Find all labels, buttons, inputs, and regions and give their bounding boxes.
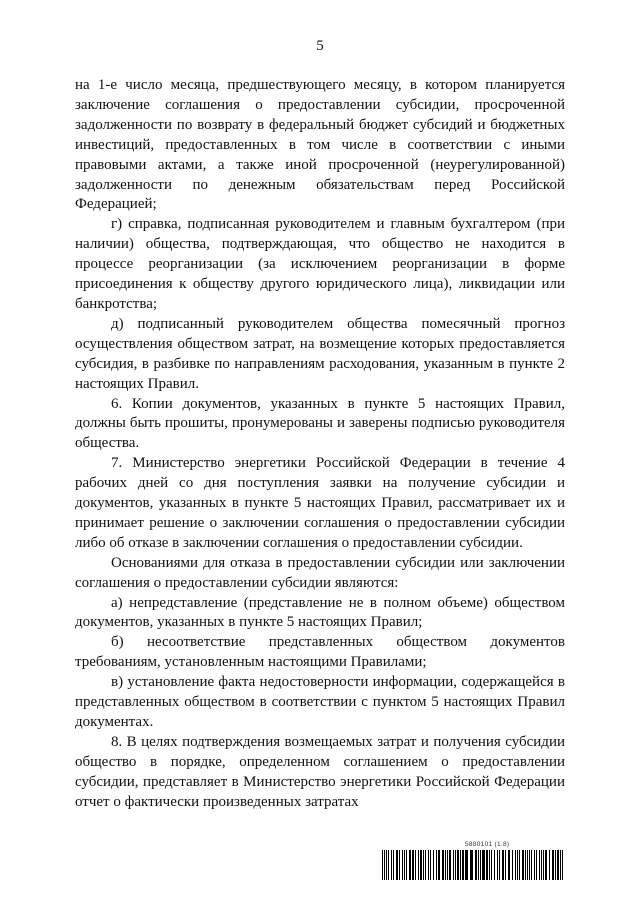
paragraph: а) непредставление (представление не в полном объеме) обществом документов, указанных в пункте 5 настоящих Правил; xyxy=(75,594,565,631)
paragraph: б) несоответствие представленных обществом документов требованиям, установленным настоящими Правилами; xyxy=(75,634,565,671)
paragraph: д) подписанный руководителем общества помесячный прогноз осуществления обществом затрат, на возмещение которых предоставляется субсидия, в разбивке по направлениям расходования, указанным в пункте 2 настоящих Правил. xyxy=(75,315,565,392)
barcode-number: 5880101 (1.8) xyxy=(465,841,510,848)
paragraph: в) установление факта недостоверности информации, содержащейся в представленных обществом в соответствии с пунктом 5 настоящих Правил документах. xyxy=(75,674,565,730)
paragraph: Основаниями для отказа в предоставлении субсидии или заключении соглашения о предоставлении субсидии являются: xyxy=(75,554,565,591)
paragraph: на 1-е число месяца, предшествующего месяцу, в котором планируется заключение соглашения о предоставлении субсидии, просроченной задолженности по возврату в федеральный бюджет субсидий и бюджетных инвестиций, предоставленных в том числе в соответствии с иными правовыми актами, а также иной просроченной (неурегулированной) задолженности по денежным обязательствам перед Российской Федерацией; xyxy=(75,77,565,213)
barcode-icon xyxy=(382,850,565,880)
paragraph: 7. Министерство энергетики Российской Федерации в течение 4 рабочих дней со дня поступления заявки на получение субсидии и документов, указанных в пункте 5 настоящих Правил, рассматривает их и принимает решение о заключении соглашения о предоставлении субсидии либо об отказе в заключении соглашения о предоставлении субсидии. xyxy=(75,455,565,551)
paragraph: 6. Копии документов, указанных в пункте 5 настоящих Правил, должны быть прошиты, пронумерованы и заверены подписью руководителя общества. xyxy=(75,395,565,452)
paragraph: 8. В целях подтверждения возмещаемых затрат и получения субсидии общество в порядке, определенном соглашением о предоставлении субсидии, представляет в Министерство энергетики Российской Федерации отчет о фактически произведенных затратах xyxy=(75,733,565,810)
document-body xyxy=(75,76,565,813)
page-number: 5 xyxy=(316,38,324,54)
paragraph: г) справка, подписанная руководителем и главным бухгалтером (при наличии) общества, подтверждающая, что общество не находится в процессе реорганизации (за исключением реорганизации в форме присоединения к обществу другого юридического лица), ликвидации или банкротства; xyxy=(75,216,565,312)
